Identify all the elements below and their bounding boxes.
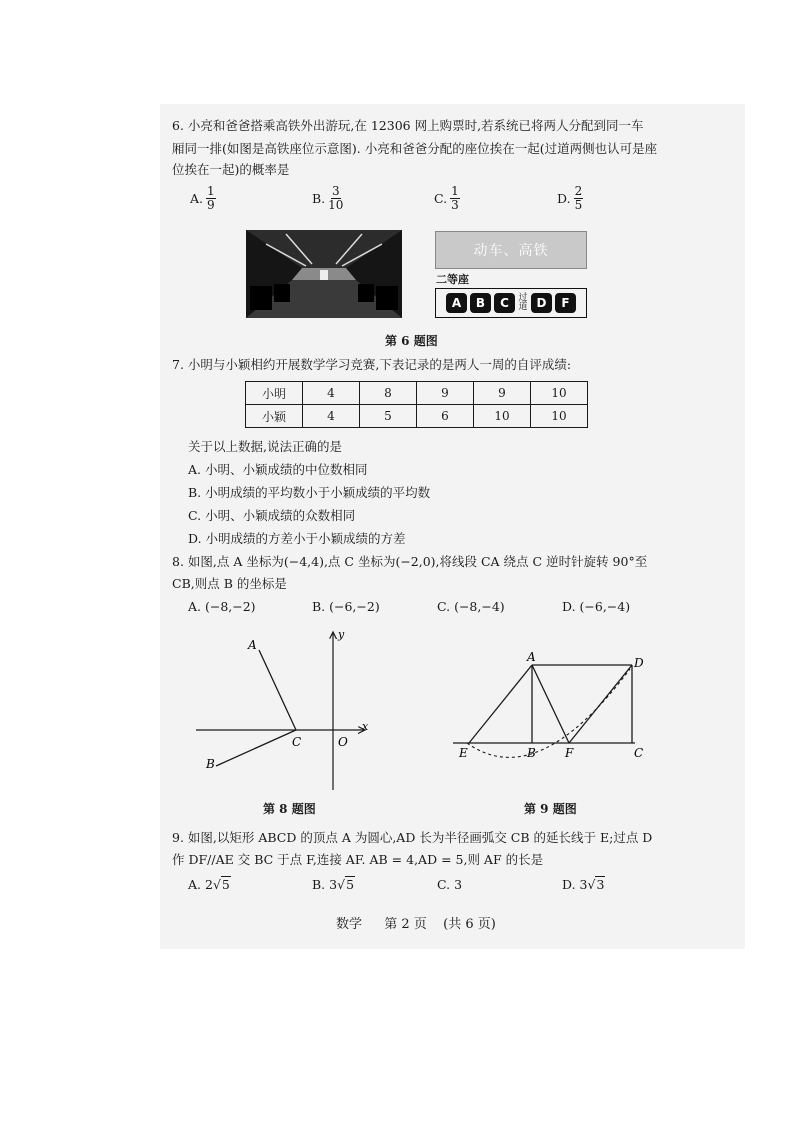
segment-ae — [469, 665, 532, 743]
score-cell: 8 — [360, 382, 417, 405]
coefficient: 3 — [579, 877, 588, 892]
q6-stem-line2: 厢同一排(如图是高铁座位示意图). 小亮和爸爸分配的座位挨在一起(过道两侧也认可是座 — [172, 141, 658, 156]
table-row — [246, 405, 588, 428]
option-letter: B. — [312, 877, 326, 892]
q9-option-d[interactable] — [562, 877, 605, 892]
footer-page-number: 第 2 页 — [384, 917, 427, 932]
radicand: 5 — [346, 877, 355, 892]
q9-geometry-figure — [445, 645, 650, 765]
row-name-cell: 小颖 — [246, 405, 303, 428]
q6-figure-caption: 第 6 题图 — [385, 334, 438, 348]
aisle-label: 过道 — [518, 293, 528, 312]
arc-ed — [467, 669, 630, 757]
q8-stem-line1: 8. 如图,点 A 坐标为(−4,4),点 C 坐标为(−2,0),将线段 CA 绕点 C 逆时针旋转 90°至 — [172, 554, 648, 569]
row-name-cell: 小明 — [246, 382, 303, 405]
q8-option-b[interactable]: B. (−6,−2) — [312, 599, 380, 614]
score-cell: 4 — [303, 382, 360, 405]
footer-subject: 数学 — [336, 917, 363, 932]
q7-question: 关于以上数据,说法正确的是 — [188, 439, 342, 454]
q6-option-a[interactable] — [190, 185, 216, 212]
seat-diagram — [435, 288, 587, 318]
option-letter: C. — [437, 877, 451, 892]
seat-b: B — [470, 293, 491, 313]
q7-option-a[interactable]: A. 小明、小颖成绩的中位数相同 — [188, 462, 368, 477]
denominator: 9 — [207, 198, 215, 212]
q9-option-a[interactable] — [188, 877, 231, 892]
label-x: x — [362, 720, 369, 733]
fraction — [574, 185, 584, 212]
q9-stem-line1: 9. 如图,以矩形 ABCD 的顶点 A 为圆心,AD 长为半径画弧交 CB 的延长线于 E;过点 D — [172, 830, 653, 845]
q8-coordinate-figure — [190, 620, 380, 795]
q6-stem-line1: 6. 小亮和爸爸搭乘高铁外出游玩,在 12306 网上购票时,若系统已将两人分配到同一车 — [172, 118, 644, 133]
page-footer — [336, 913, 496, 932]
q9-stem-line2: 作 DF//AE 交 BC 于点 F,连接 AF. AB = 4,AD = 5,则 AF 的长是 — [172, 852, 544, 867]
score-cell: 9 — [474, 382, 531, 405]
score-cell: 9 — [417, 382, 474, 405]
option-letter: D. — [557, 191, 571, 206]
score-cell: 5 — [360, 405, 417, 428]
square-root: √3 — [587, 877, 605, 892]
score-cell: 6 — [417, 405, 474, 428]
segment-af — [532, 665, 569, 743]
coefficient: 3 — [454, 877, 463, 892]
label-a: A — [527, 650, 536, 664]
q8-option-d[interactable]: D. (−6,−4) — [562, 599, 631, 614]
seat-a: A — [446, 293, 467, 313]
label-b: B — [206, 757, 215, 771]
option-letter: D. — [562, 877, 576, 892]
segment-ca — [259, 650, 296, 730]
q6-option-c[interactable] — [434, 185, 460, 212]
fraction — [206, 185, 216, 212]
square-root: √5 — [337, 877, 355, 892]
seat-class-label: 二等座 — [436, 273, 469, 286]
q9-option-c[interactable] — [437, 877, 462, 892]
train-interior-photo — [246, 230, 402, 318]
q6-option-d[interactable] — [557, 185, 583, 212]
coefficient: 3 — [329, 877, 338, 892]
q7-option-d[interactable]: D. 小明成绩的方差小于小颖成绩的方差 — [188, 531, 406, 546]
numerator: 1 — [207, 184, 215, 198]
label-y: y — [338, 628, 345, 641]
label-f: F — [565, 746, 574, 760]
footer-total-pages: (共 6 页) — [443, 917, 496, 932]
q8-figure-caption: 第 8 题图 — [263, 802, 316, 816]
numerator: 3 — [331, 184, 340, 198]
option-letter: C. — [434, 191, 448, 206]
option-letter: A. — [190, 191, 204, 206]
radicand: 3 — [596, 877, 605, 892]
seat-d: D — [531, 293, 552, 313]
coefficient: 2 — [205, 877, 213, 892]
label-b: B — [527, 746, 536, 760]
numerator: 1 — [451, 184, 459, 198]
denominator: 5 — [574, 198, 583, 212]
fraction — [450, 185, 460, 212]
score-cell: 10 — [531, 405, 588, 428]
label-o: O — [338, 735, 348, 749]
q9-figure-caption: 第 9 题图 — [524, 802, 577, 816]
seat-f: F — [555, 293, 576, 313]
q8-stem-line2: CB,则点 B 的坐标是 — [172, 576, 287, 591]
q7-stem: 7. 小明与小颖相约开展数学学习竞赛,下表记录的是两人一周的自评成绩: — [172, 357, 572, 372]
q8-option-c[interactable]: C. (−8,−4) — [437, 599, 505, 614]
train-type-label: 动车、高铁 — [473, 243, 549, 259]
segment-df — [569, 665, 632, 743]
seat-c: C — [494, 293, 515, 313]
q6-stem-line3: 位挨在一起)的概率是 — [172, 162, 290, 177]
denominator: 3 — [451, 198, 459, 212]
score-cell: 10 — [474, 405, 531, 428]
radicand: 5 — [221, 877, 230, 892]
square-root: √5 — [212, 877, 230, 892]
train-interior-illustration — [246, 230, 402, 318]
score-cell: 4 — [303, 405, 360, 428]
table-row — [246, 382, 588, 405]
q6-option-b[interactable] — [312, 185, 343, 212]
label-d: D — [634, 656, 644, 670]
numerator: 2 — [574, 184, 583, 198]
label-a: A — [248, 638, 257, 652]
denominator: 10 — [328, 198, 344, 212]
segment-cb — [216, 730, 296, 766]
score-cell: 10 — [531, 382, 588, 405]
option-letter: A. — [188, 877, 202, 892]
q7-score-table — [245, 381, 588, 428]
label-c: C — [292, 735, 302, 749]
label-e: E — [459, 746, 468, 760]
q9-option-b[interactable] — [312, 877, 355, 892]
fraction — [328, 185, 343, 212]
label-c: C — [634, 746, 644, 760]
train-type-sign — [435, 231, 587, 269]
q7-option-c[interactable]: C. 小明、小颖成绩的众数相同 — [188, 508, 356, 523]
q8-option-a[interactable]: A. (−8,−2) — [188, 599, 256, 614]
option-letter: B. — [312, 191, 326, 206]
q7-option-b[interactable]: B. 小明成绩的平均数小于小颖成绩的平均数 — [188, 485, 431, 500]
